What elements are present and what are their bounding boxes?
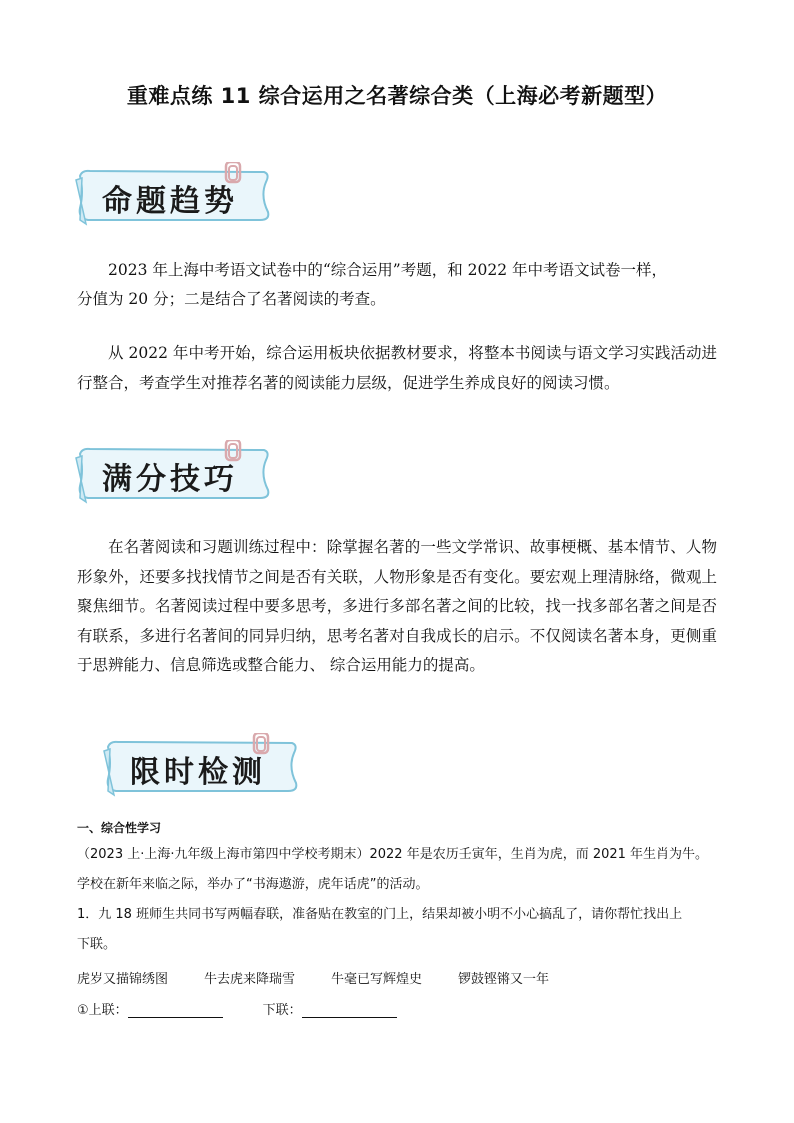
question-1-line-1: 1．九 18 班师生共同书写两幅春联，准备贴在教室的门上，结果却被小明不小心搞乱了，请你帮忙找出上	[77, 907, 683, 922]
question-1-line-2: 下联。	[77, 937, 117, 952]
option-3: 牛毫已写辉煌史	[331, 972, 423, 987]
banner-label: 满分技巧	[102, 462, 238, 497]
trend-line-2: 分值为 20 分；二是结合了名著阅读的考查。	[77, 290, 386, 308]
banner-label: 命题趋势	[102, 184, 238, 219]
lower-couplet-label: 下联：	[262, 1003, 302, 1018]
option-1: 虎岁又描锦绣图	[77, 972, 169, 987]
skill-paragraph: 在名著阅读和习题训练过程中：除掌握名著的一些文学常识、故事梗概、基本情节、人物形象外，还要多找找情节之间是否有关联，人物形象是否有变化。要宏观上理清脉络，微观上聚焦细节。名著阅读过程中要多思考，多进行多部名著之间的比较，找一找多部名著之间是否有联系，多进行名著间的同异归纳，思考名著对自我成长的启示。不仅阅读名著本身，更侧重于思辨能力、信息筛选或整合能力、 综合运用能力的提高。	[77, 538, 717, 674]
upper-couplet-label: ①上联：	[77, 1003, 128, 1018]
question-intro-2: 学校在新年来临之际，举办了“书海遨游，虎年话虎”的活动。	[77, 877, 429, 892]
trend-paragraph-1	[77, 256, 717, 286]
page-title: 重难点练 11 综合运用之名著综合类（上海必考新题型）	[126, 84, 668, 108]
question-intro-1: （2023 上·上海·九年级上海市第四中学校考期末）2022 年是农历壬寅年，生肖为虎，而 2021 年生肖为牛。	[77, 847, 709, 862]
lower-couplet-blank[interactable]	[302, 1003, 397, 1018]
section-heading: 一、综合性学习	[77, 821, 162, 835]
banner-test	[102, 733, 302, 795]
option-4: 锣鼓铿锵又一年	[458, 972, 550, 987]
banner-label: 限时检测	[130, 755, 266, 790]
trend-paragraph-2: 从 2022 年中考开始，综合运用板块依据教材要求，将整本书阅读与语文学习实践活动进行整合，考查学生对推荐名著的阅读能力层级，促进学生养成良好的阅读习惯。	[77, 344, 717, 392]
trend-paragraph-1b	[77, 285, 717, 315]
banner-skill	[74, 440, 274, 502]
upper-couplet-blank[interactable]	[128, 1003, 223, 1018]
trend-line-1: 2023 年上海中考语文试卷中的“综合运用”考题，和 2022 年中考语文试卷一样，	[108, 261, 668, 279]
banner-trend	[74, 162, 274, 224]
option-2: 牛去虎来降瑞雪	[204, 972, 296, 987]
answer-row	[77, 999, 437, 1018]
couplet-options	[77, 968, 585, 987]
